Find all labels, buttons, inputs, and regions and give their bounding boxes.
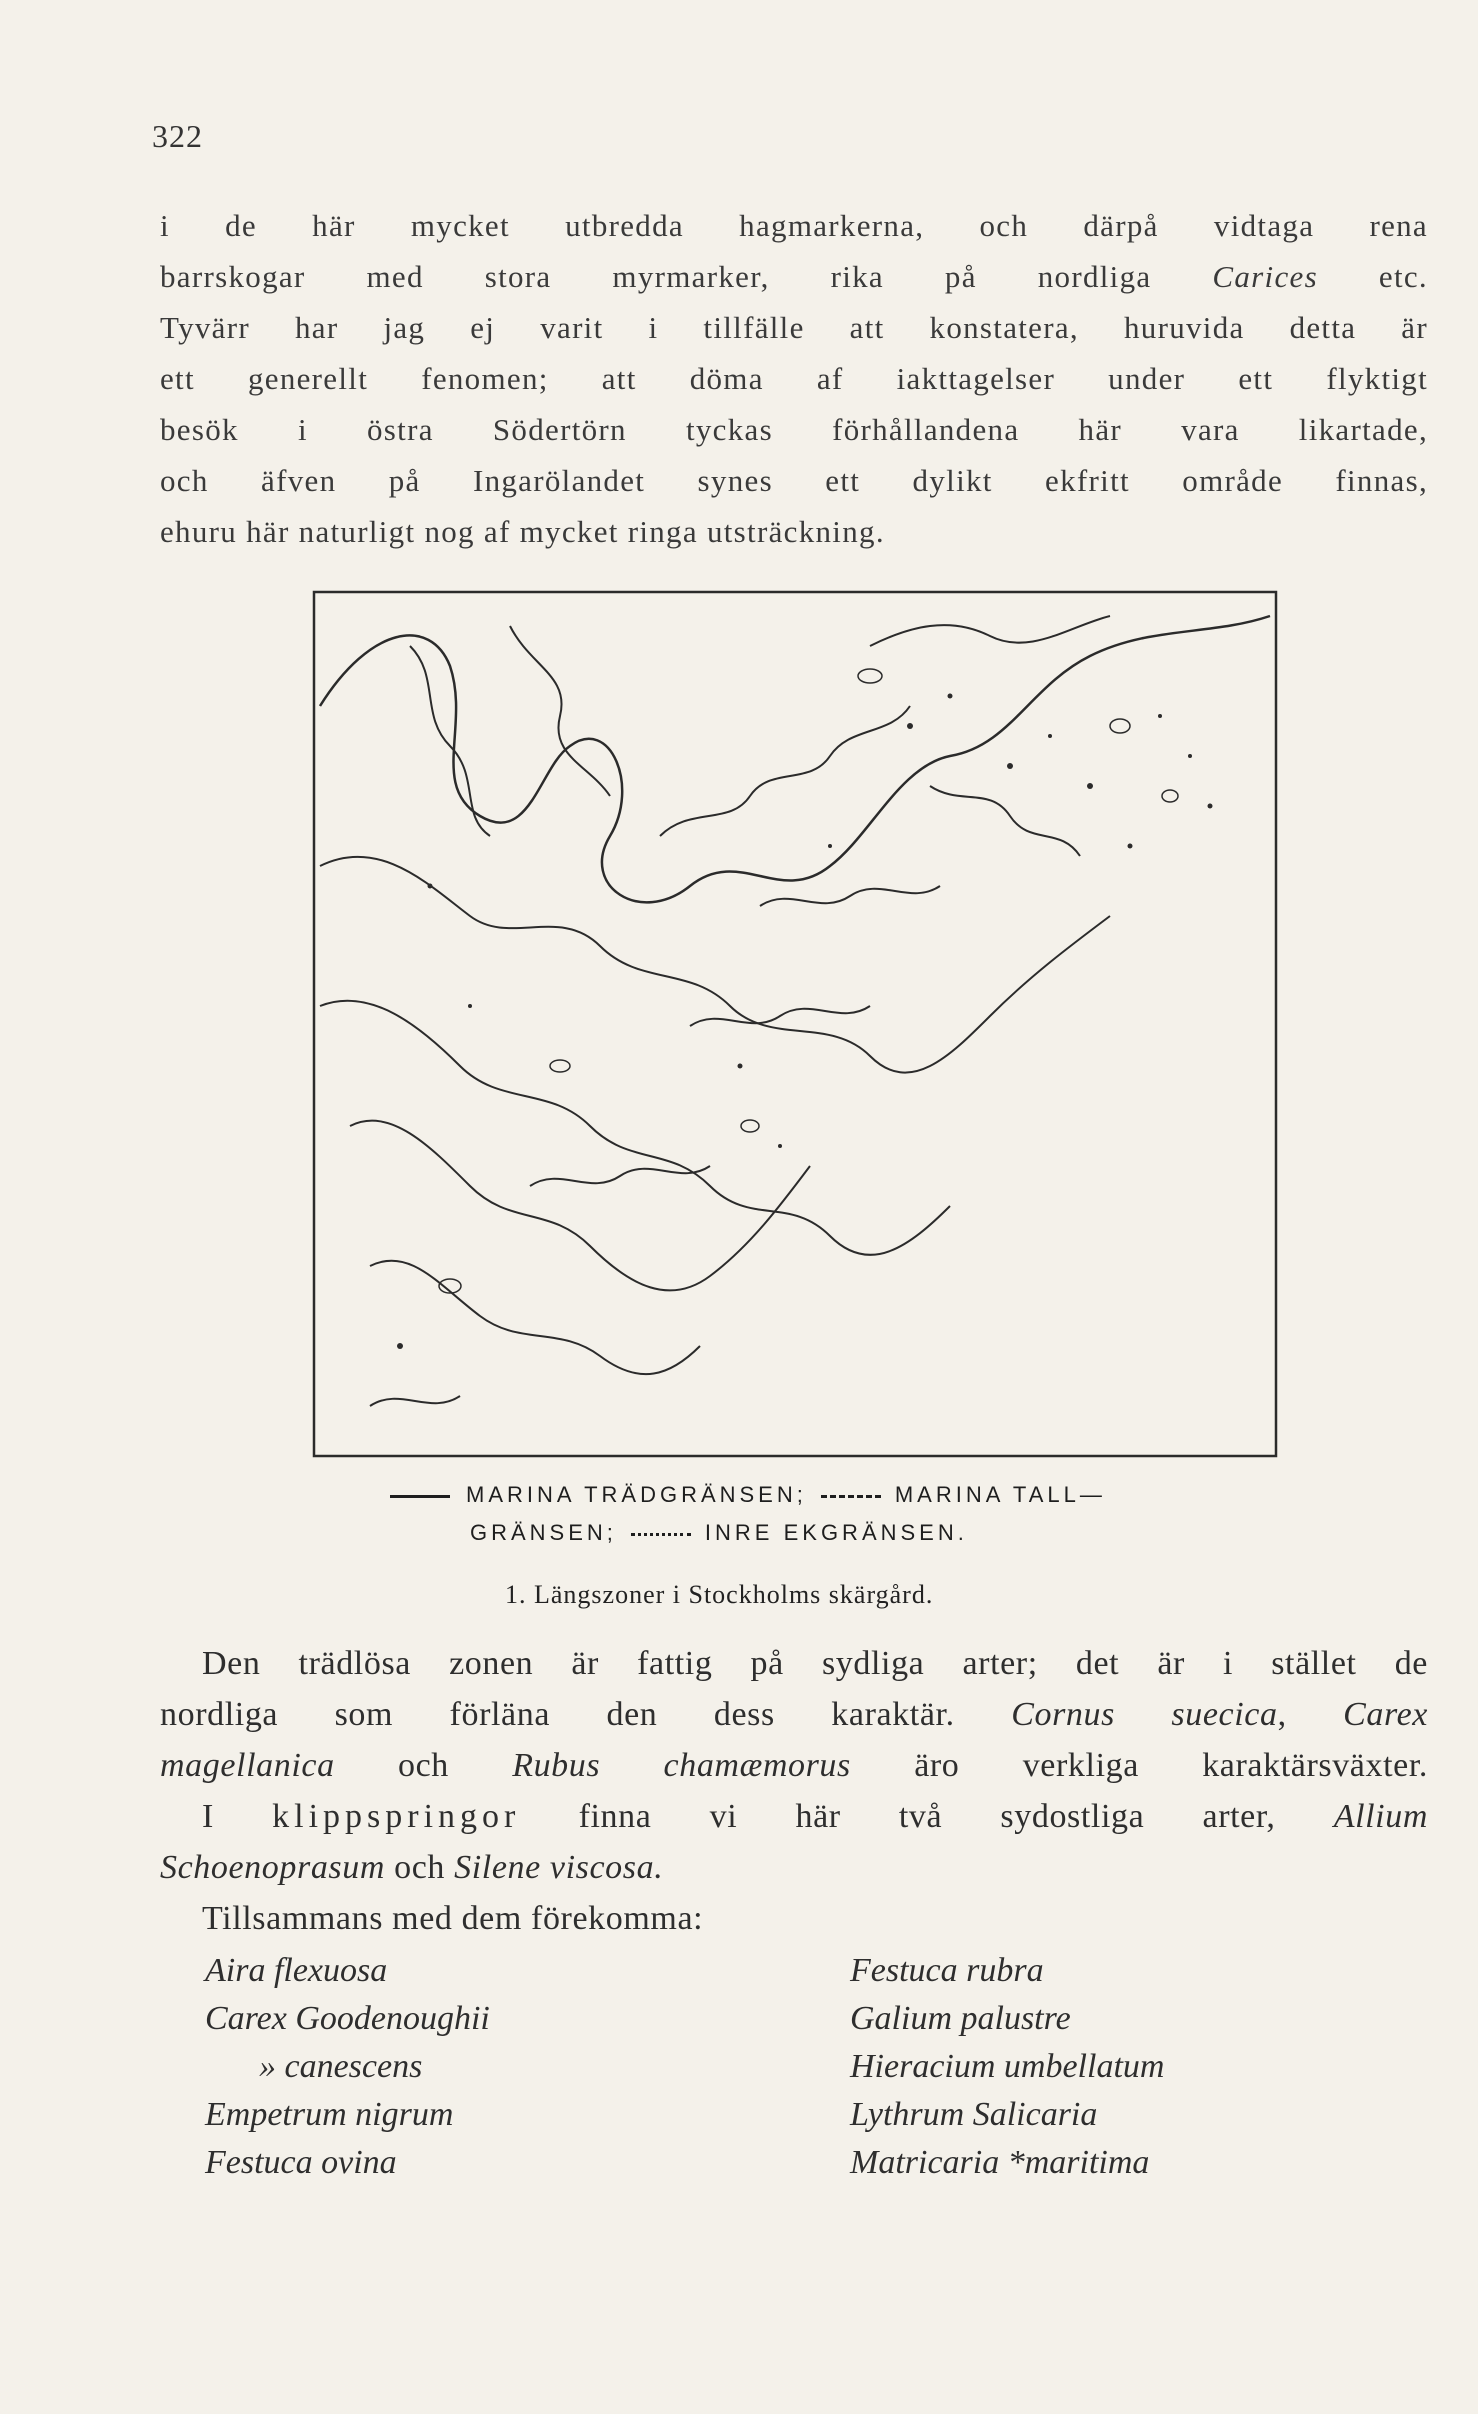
text-line: barrskogar med stora myrmarker, rika på nordliga Carices etc. [160, 259, 1428, 294]
species-list-right [850, 1947, 1164, 2187]
species-item: Galium palustre [850, 2000, 1071, 2037]
species-item: Aira flexuosa [205, 1952, 388, 1989]
text-line: Den trädlösa zonen är fattig på sydliga arter; det är i stället de [202, 1645, 1428, 1682]
species-item: Lythrum Salicaria [850, 2096, 1098, 2133]
species-item: Festuca rubra [850, 1952, 1044, 1989]
text-line: Schoenoprasum och Silene viscosa. [160, 1849, 664, 1886]
species-item: Carex Goodenoughii [205, 2000, 490, 2037]
text-line: och äfven på Ingarölandet synes ett dylikt ekfritt område finnas, [160, 463, 1428, 498]
text-line: ehuru här naturligt nog af mycket ringa utsträckning. [160, 514, 885, 549]
text-line: i de här mycket utbredda hagmarkerna, och därpå vidtaga rena [160, 208, 1428, 243]
text-line: ett generellt fenomen; att döma af iakttagelser under ett flyktigt [160, 361, 1428, 396]
legend-dots [631, 1533, 691, 1536]
species-list-left [205, 1947, 490, 2187]
intro-paragraph [160, 200, 1428, 557]
text-line: besök i östra Södertörn tyckas förhållandena här vara likartade, [160, 412, 1428, 447]
species-item: Matricaria *maritima [850, 2144, 1150, 2181]
species-item: Empetrum nigrum [205, 2096, 454, 2133]
species-item: Festuca ovina [205, 2144, 397, 2181]
text-line: magellanica och Rubus chamæmorus äro verkliga karaktärsväxter. [160, 1747, 1428, 1784]
page-number: 322 [152, 118, 203, 154]
legend-rule [390, 1495, 450, 1498]
text-line: Tyvärr har jag ej varit i tillfälle att konstatera, huruvida detta är [160, 310, 1428, 345]
species-item: Hieracium umbellatum [850, 2048, 1165, 2085]
text-line: I klippspringor finna vi här två sydostliga arter, Allium [202, 1798, 1428, 1835]
text-line: Tillsammans med dem förekomma: [202, 1900, 704, 1937]
species-item: » canescens [259, 2048, 423, 2085]
figure-caption: 1. Längszoner i Stockholms skärgård. [505, 1580, 934, 1609]
archipelago-map [310, 586, 1280, 1462]
map-legend-line-1: MARINA TRÄDGRÄNSEN; MARINA TALL— [390, 1482, 1290, 1508]
legend-dash [821, 1495, 881, 1498]
text-line: nordliga som förläna den dess karaktär. Cornus suecica, Carex [160, 1696, 1428, 1733]
map-legend-line-2: GRÄNSEN; INRE EKGRÄNSEN. [470, 1520, 968, 1545]
body-paragraph [160, 1638, 1428, 1944]
